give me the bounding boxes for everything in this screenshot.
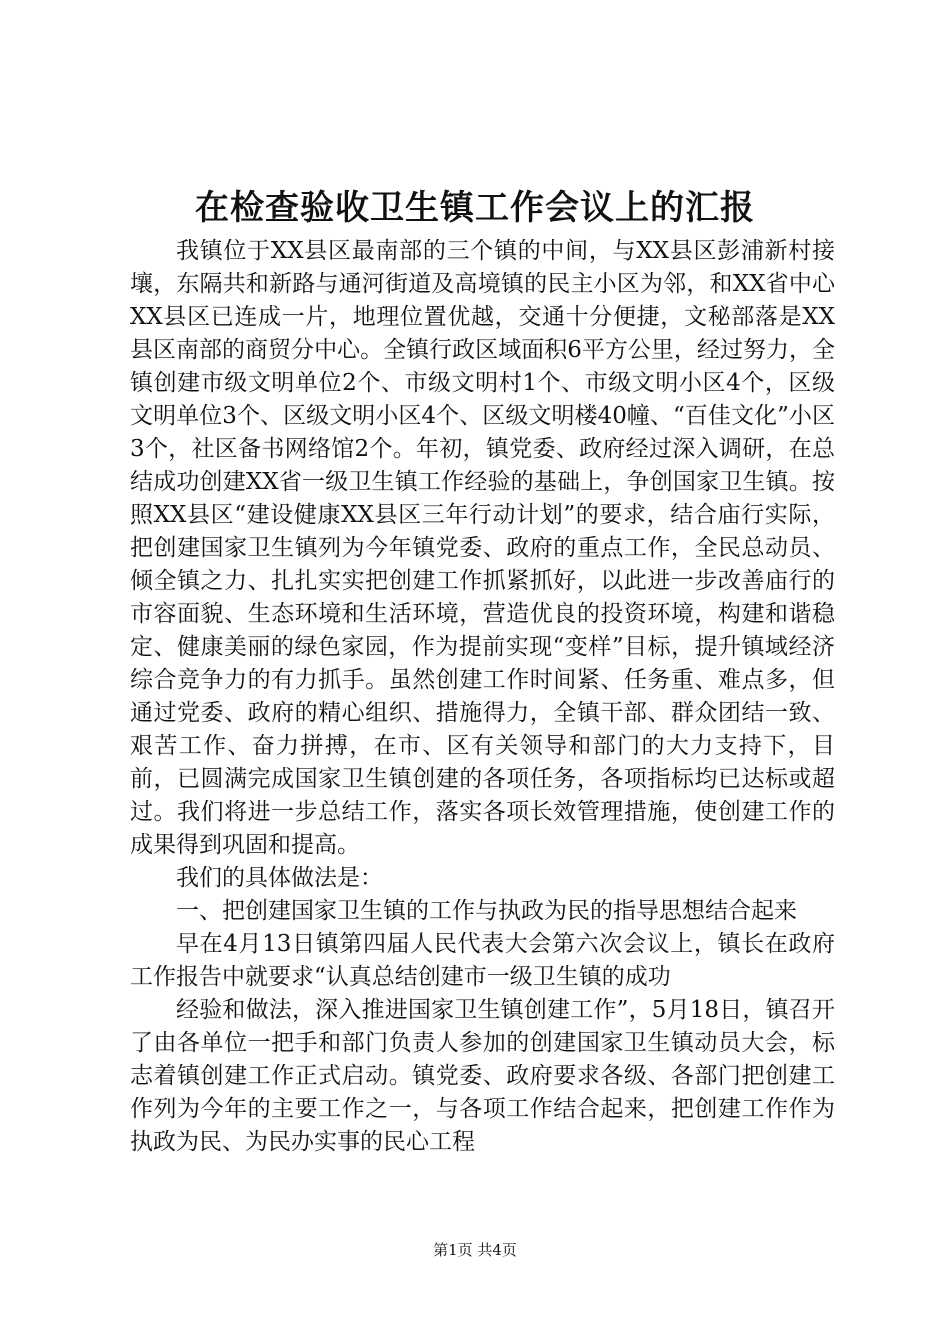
document-title: 在检查验收卫生镇工作会议上的汇报 bbox=[195, 188, 755, 228]
page-footer: 第1页 共4页 bbox=[433, 1241, 517, 1259]
paragraph-mobilization: 经验和做法，深入推进国家卫生镇创建工作”，5月18日，镇召开了由各单位一把手和部门负责人参加的创建国家卫生镇动员大会，标志着镇创建工作正式启动。镇党委、政府要求各级、各部门把创建工作列为今年的主要工作之一，与各项工作结合起来，把创建工作作为执政为民、为民办实事的民心工程 bbox=[130, 997, 835, 1155]
section-heading-one: 一、把创建国家卫生镇的工作与执政为民的指导思想结合起来 bbox=[176, 898, 797, 924]
paragraph-meeting: 早在4月13日镇第四届人民代表大会第六次会议上，镇长在政府工作报告中就要求“认真总结创建市一级卫生镇的成功 bbox=[130, 931, 835, 990]
paragraph-intro: 我镇位于XX县区最南部的三个镇的中间，与XX县区彭浦新村接壤，东隔共和新路与通河街道及高境镇的民主小区为邻，和XX省中心XX县区已连成一片，地理位置优越，交通十分便捷，文秘部落是XX县区南部的商贸分中心。全镇行政区域面积6平方公里，经过努力，全镇创建市级文明单位2个、市级文明村1个、市级文明小区4个，区级文明单位3个、区级文明小区4个、区级文明楼40幢、“百佳文化”小区3个，社区备书网络馆2个。年初，镇党委、政府经过深入调研，在总结成功创建XX省一级卫生镇工作经验的基础上，争创国家卫生镇。按照XX县区“建设健康XX县区三年行动计划”的要求，结合庙行实际，把创建国家卫生镇列为今年镇党委、政府的重点工作，全民总动员、倾全镇之力、扎扎实实把创建工作抓紧抓好，以此进一步改善庙行的市容面貌、生态环境和生活环境，营造优良的投资环境，构建和谐稳定、健康美丽的绿色家园，作为提前实现“变样”目标，提升镇域经济综合竞争力的有力抓手。虽然创建工作时间紧、任务重、难点多，但通过党委、政府的精心组织、措施得力，全镇干部、群众团结一致、艰苦工作、奋力拼搏，在市、区有关领导和部门的大力支持下，目前，已圆满完成国家卫生镇创建的各项任务，各项指标均已达标或超过。我们将进一步总结工作，落实各项长效管理措施，使创建工作的成果得到巩固和提高。 bbox=[130, 238, 835, 858]
document-body bbox=[130, 235, 835, 1159]
paragraph-methods-intro: 我们的具体做法是： bbox=[176, 865, 383, 891]
